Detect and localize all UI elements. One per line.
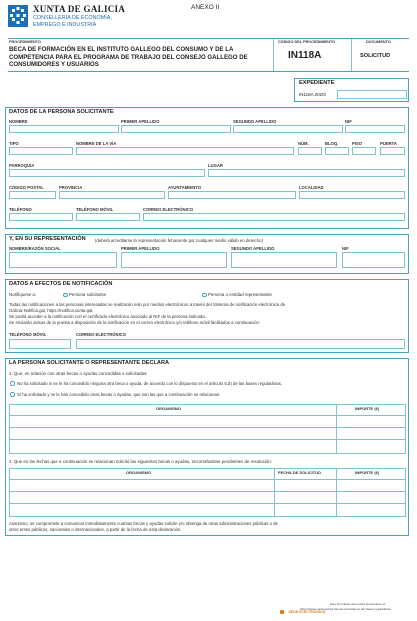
rep-nif-field[interactable]: [342, 252, 405, 268]
label-rep-nif: NIF: [342, 246, 349, 251]
label-nombre-razon: NOMBRE/RAZÓN SOCIAL: [9, 246, 61, 251]
table2-header-fecha: FECHA DE SOLICITUD: [278, 470, 321, 475]
label-telefono-movil: TELÉFONO MÓVIL: [76, 207, 114, 212]
table-otras-ayudas: [9, 404, 406, 454]
checkbox-si-solicitado[interactable]: [10, 392, 15, 397]
table2-header-importe: IMPORTE (€): [355, 470, 380, 475]
nombre-razon-field[interactable]: [9, 252, 117, 268]
label-rep-segundo-apellido: SEGUNDO APELLIDO: [231, 246, 275, 251]
segundo-apellido-field[interactable]: [233, 125, 343, 133]
label-nombre: NOMBRE: [9, 119, 28, 124]
annex-label: ANEXO II: [191, 4, 220, 11]
nif-field[interactable]: [345, 125, 405, 133]
procedure-title-2: COMPETENCIA PARA EL PROGRAMA DE TRABAJO DEL CONSEJO GALLEGO DE: [9, 53, 248, 61]
piso-field[interactable]: [352, 147, 376, 155]
footer-line-2: https://sede.xunta.gal las formas previstas en las bases reguladoras: [300, 607, 391, 611]
label-puerta: PUERTA: [380, 141, 397, 146]
declara-q1-opt1: No ha solicitado ni se le ha concedido ninguna otra beca o ayuda, de acuerdo con lo dispuesto en el artículo 5.d) de las bases reguladoras.: [17, 380, 283, 386]
xunta-cross-icon: [8, 5, 28, 27]
bloq-field[interactable]: [325, 147, 349, 155]
declara-q1-opt2: Sí ha solicitado y se le han concedido otras becas o ayudas, que son las que a continuación se relacionan:: [17, 391, 221, 397]
sede-icon: [280, 610, 284, 614]
label-segundo-apellido: SEGUNDO APELLIDO: [233, 119, 277, 124]
rep-primer-apellido-field[interactable]: [121, 252, 227, 268]
checkbox-no-solicitado[interactable]: [10, 381, 15, 386]
table2-header-organismo: ORGANISMO: [126, 470, 152, 475]
label-tipo: TIPO: [9, 141, 19, 146]
declara-q2: 2. Que en las fechas que a continuación se relacionan solicitó las siguientes becas o ayudas, encontrándose pendientes de resolución:: [9, 459, 272, 464]
document-label: DOCUMENTO: [366, 40, 391, 44]
lugar-field[interactable]: [208, 169, 405, 177]
xunta-name: XUNTA DE GALICIA: [33, 4, 126, 14]
expediente-field[interactable]: [337, 90, 407, 99]
label-nif: NIF: [345, 119, 352, 124]
procedure-title-3: CONSUMIDORES Y USUARIOS: [9, 61, 99, 68]
declara-closing-2: otros entes públicos, nacionales o internacionales, a partir de la fecha de esta declaración.: [9, 527, 182, 532]
opt-persona-solicitante: Persona solicitante: [69, 292, 107, 297]
procedure-label: PROCEDIMIENTO: [9, 40, 41, 44]
puerta-field[interactable]: [380, 147, 405, 155]
label-ayuntamiento: AYUNTAMIENTO: [168, 185, 201, 190]
codigo-postal-field[interactable]: [9, 191, 56, 199]
label-codigo-postal: CÓDIGO POSTAL: [9, 185, 44, 190]
primer-apellido-field[interactable]: [121, 125, 231, 133]
notificacion-text-3: Se podrá acceder a la notificación con el certificado electrónico asociado al NIF de la persona indicada.: [9, 314, 206, 319]
label-provincia: PROVINCIA: [59, 185, 83, 190]
notifiquese-label: Notifíquese a:: [9, 292, 37, 297]
xunta-logo: [8, 5, 188, 35]
num-field[interactable]: [298, 147, 322, 155]
provincia-field[interactable]: [59, 191, 165, 199]
label-nombre-via: NOMBRE DE LA VÍA: [76, 141, 117, 146]
notificacion-title: DATOS A EFECTOS DE NOTIFICACIÓN: [9, 281, 113, 287]
sede-electronica-logo: [280, 603, 325, 621]
expediente-value: IN118A 2020/: [299, 92, 326, 97]
label-localidad: LOCALIDAD: [299, 185, 324, 190]
label-piso: PISO: [352, 141, 363, 146]
table1-header-importe: IMPORTE (€): [355, 406, 380, 411]
label-primer-apellido: PRIMER APELLIDO: [121, 119, 160, 124]
procedure-title-1: BECA DE FORMACIÓN EN EL INSTITUTO GALLEGO DEL CONSUMO Y DE LA: [9, 46, 234, 53]
label-telefono: TELÉFONO: [9, 207, 32, 212]
document-value: SOLICITUD: [360, 53, 391, 59]
nombre-via-field[interactable]: [76, 147, 294, 155]
radio-persona-solicitante[interactable]: [63, 293, 68, 298]
correo-field[interactable]: [143, 213, 405, 221]
notificacion-text-1: Todas las notificaciones a las personas interesadas se realizarán solo por medios electrónicos a través del Sistema de notificación electrónica de: [9, 302, 286, 307]
label-bloq: BLOQ.: [325, 141, 339, 146]
label-correo: CORREO ELECTRÓNICO: [143, 207, 194, 212]
tipo-field[interactable]: [9, 147, 73, 155]
label-notif-telefono-movil: TELÉFONO MÓVIL: [9, 332, 47, 337]
notificacion-text-2: Galicia-Notifica.gal, https://notifica.xunta.gal.: [9, 308, 94, 313]
radio-persona-representante[interactable]: [202, 293, 207, 298]
declara-title: LA PERSONA SOLICITANTE O REPRESENTANTE DECLARA: [9, 360, 170, 366]
notif-correo-field[interactable]: [76, 339, 405, 349]
ayuntamiento-field[interactable]: [168, 191, 296, 199]
localidad-field[interactable]: [299, 191, 405, 199]
telefono-movil-field[interactable]: [76, 213, 140, 221]
table1-header-organismo: ORGANISMO: [156, 406, 182, 411]
representacion-title: Y, EN SU REPRESENTACIÓN: [9, 236, 86, 242]
declara-closing-1: Asimismo, se compromete a comunicar inmediatamente cuantas becas y ayudas solicite y/o obtenga de otras administraciones públicas o de: [9, 521, 278, 526]
telefono-field[interactable]: [9, 213, 73, 221]
notif-telefono-movil-field[interactable]: [9, 339, 71, 349]
consellaria-line2: EMPREGO E INDUSTRIA: [33, 22, 97, 28]
nombre-field[interactable]: [9, 125, 119, 133]
expediente-label: EXPEDIENTE: [299, 80, 335, 86]
procedure-code-label: CÓDIGO DEL PROCEDIMIENTO: [278, 40, 336, 44]
declara-q1: 1. Que, en relación con otras becas o ayudas concedidas o solicitadas:: [9, 371, 148, 376]
label-notif-correo: CORREO ELECTRÓNICO: [76, 332, 127, 337]
solicitante-title: DATOS DE LA PERSONA SOLICITANTE: [9, 109, 114, 115]
consellaria-line1: CONSELLERÍA DE ECONOMÍA,: [33, 15, 112, 21]
parroquia-field[interactable]: [9, 169, 205, 177]
rep-segundo-apellido-field[interactable]: [231, 252, 337, 268]
table-pendientes: [9, 468, 406, 517]
label-num: NÚM.: [298, 141, 309, 146]
sede-brand: SEDE ELECTRÓNICA: [288, 609, 326, 614]
opt-persona-representante: Persona o entidad representante: [208, 292, 272, 297]
label-parroquia: PARROQUIA: [9, 163, 35, 168]
label-lugar: LUGAR: [208, 163, 223, 168]
procedure-code-value: IN118A: [288, 50, 322, 61]
footer-line-1: Este formulario sólo podrá presentarse en: [330, 602, 386, 606]
representacion-note: (deberá acreditarse la representación fehaciente por cualquier medio válido en derecho): [95, 237, 263, 243]
label-rep-primer-apellido: PRIMER APELLIDO: [121, 246, 160, 251]
notificacion-text-4: Se enviarán avisos de la puesta a disposición de la notificación en el correo electrónico y/o teléfono móvil facilitados a continuación:: [9, 320, 261, 325]
